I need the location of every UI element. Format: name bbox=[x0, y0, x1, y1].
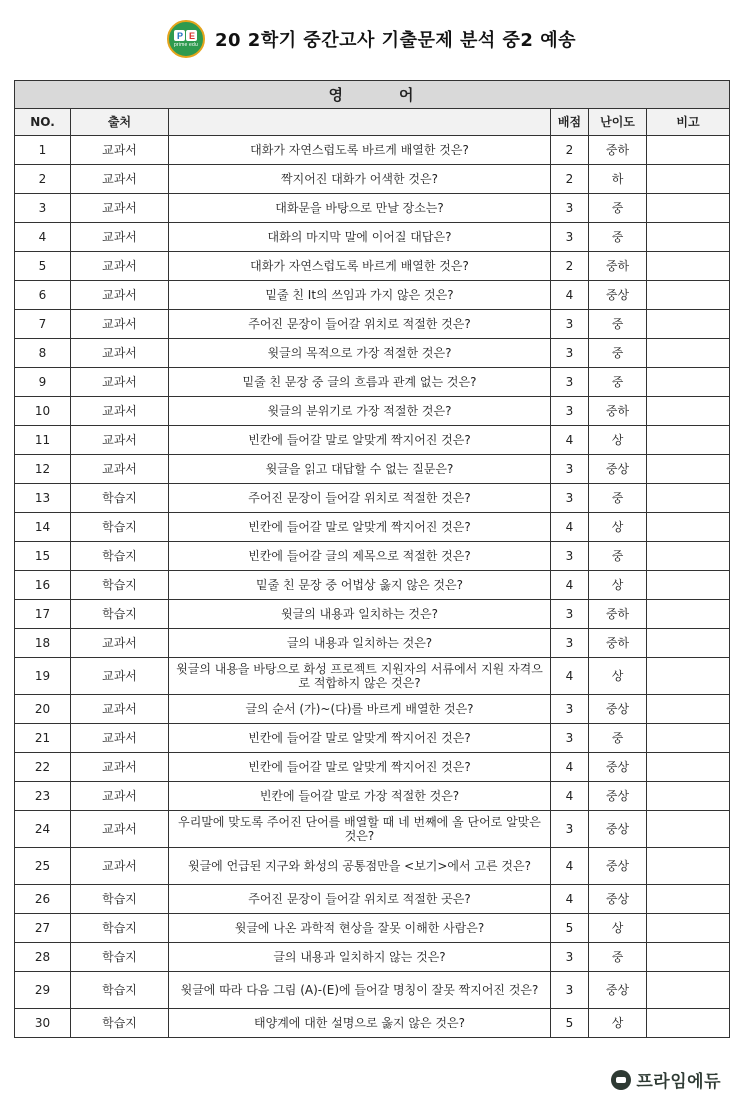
cell-difficulty: 중 bbox=[589, 310, 647, 339]
cell-source: 교과서 bbox=[71, 426, 169, 455]
cell-source: 교과서 bbox=[71, 368, 169, 397]
cell-no: 12 bbox=[15, 455, 71, 484]
cell-difficulty: 중하 bbox=[589, 252, 647, 281]
cell-source: 학습지 bbox=[71, 885, 169, 914]
cell-difficulty: 중 bbox=[589, 484, 647, 513]
cell-points: 4 bbox=[551, 281, 589, 310]
cell-points: 5 bbox=[551, 914, 589, 943]
cell-question: 윗글의 분위기로 가장 적절한 것은? bbox=[169, 397, 551, 426]
cell-source: 교과서 bbox=[71, 252, 169, 281]
cell-question: 대화의 마지막 말에 이어질 대답은? bbox=[169, 223, 551, 252]
cell-no: 19 bbox=[15, 658, 71, 695]
cell-question: 대화가 자연스럽도록 바르게 배열한 것은? bbox=[169, 136, 551, 165]
cell-no: 11 bbox=[15, 426, 71, 455]
cell-difficulty: 중 bbox=[589, 542, 647, 571]
cell-points: 3 bbox=[551, 194, 589, 223]
table-row bbox=[15, 658, 730, 695]
table-row bbox=[15, 724, 730, 753]
cell-difficulty: 중상 bbox=[589, 885, 647, 914]
cell-source: 교과서 bbox=[71, 223, 169, 252]
cell-no: 17 bbox=[15, 600, 71, 629]
column-header-question bbox=[169, 109, 551, 136]
cell-difficulty: 중상 bbox=[589, 695, 647, 724]
table-row bbox=[15, 600, 730, 629]
cell-no: 4 bbox=[15, 223, 71, 252]
cell-difficulty: 상 bbox=[589, 914, 647, 943]
cell-question: 우리말에 맞도록 주어진 단어를 배열할 때 네 번째에 올 단어로 알맞은 것은? bbox=[169, 811, 551, 848]
cell-no: 1 bbox=[15, 136, 71, 165]
exam-analysis-table bbox=[14, 80, 730, 1038]
cell-note bbox=[647, 848, 730, 885]
column-header-note: 비고 bbox=[647, 109, 730, 136]
cell-difficulty: 하 bbox=[589, 165, 647, 194]
cell-difficulty: 중상 bbox=[589, 782, 647, 811]
logo-letters bbox=[174, 30, 197, 41]
cell-no: 16 bbox=[15, 571, 71, 600]
cell-source: 교과서 bbox=[71, 165, 169, 194]
brand-book-icon bbox=[611, 1070, 631, 1090]
cell-source: 교과서 bbox=[71, 658, 169, 695]
cell-source: 교과서 bbox=[71, 724, 169, 753]
cell-question: 윗글의 내용을 바탕으로 화성 프로젝트 지원자의 서류에서 지원 자격으로 적합하지 않은 것은? bbox=[169, 658, 551, 695]
cell-difficulty: 중 bbox=[589, 368, 647, 397]
table-row bbox=[15, 848, 730, 885]
cell-note bbox=[647, 513, 730, 542]
cell-note bbox=[647, 943, 730, 972]
cell-note bbox=[647, 310, 730, 339]
cell-source: 교과서 bbox=[71, 397, 169, 426]
cell-points: 3 bbox=[551, 368, 589, 397]
table-row bbox=[15, 943, 730, 972]
cell-question: 윗글에 나온 과학적 현상을 잘못 이해한 사람은? bbox=[169, 914, 551, 943]
table-row bbox=[15, 1009, 730, 1038]
table-row bbox=[15, 339, 730, 368]
cell-note bbox=[647, 914, 730, 943]
cell-note bbox=[647, 455, 730, 484]
cell-question: 빈칸에 들어갈 말로 알맞게 짝지어진 것은? bbox=[169, 724, 551, 753]
prime-edu-logo-icon bbox=[167, 20, 205, 58]
cell-points: 2 bbox=[551, 252, 589, 281]
cell-question: 주어진 문장이 들어갈 위치로 적절한 곳은? bbox=[169, 885, 551, 914]
logo-letter-p: P bbox=[174, 30, 185, 41]
cell-source: 교과서 bbox=[71, 848, 169, 885]
cell-question: 윗글에 따라 다음 그림 (A)-(E)에 들어갈 명칭이 잘못 짝지어진 것은? bbox=[169, 972, 551, 1009]
cell-points: 4 bbox=[551, 571, 589, 600]
table-row bbox=[15, 484, 730, 513]
cell-source: 학습지 bbox=[71, 914, 169, 943]
cell-no: 6 bbox=[15, 281, 71, 310]
cell-source: 교과서 bbox=[71, 136, 169, 165]
cell-points: 3 bbox=[551, 811, 589, 848]
cell-difficulty: 중상 bbox=[589, 281, 647, 310]
cell-no: 14 bbox=[15, 513, 71, 542]
table-row bbox=[15, 972, 730, 1009]
table-row bbox=[15, 310, 730, 339]
cell-note bbox=[647, 1009, 730, 1038]
cell-no: 15 bbox=[15, 542, 71, 571]
cell-no: 7 bbox=[15, 310, 71, 339]
table-row bbox=[15, 223, 730, 252]
cell-note bbox=[647, 724, 730, 753]
cell-no: 10 bbox=[15, 397, 71, 426]
cell-source: 교과서 bbox=[71, 629, 169, 658]
cell-points: 3 bbox=[551, 310, 589, 339]
cell-question: 빈칸에 들어갈 글의 제목으로 적절한 것은? bbox=[169, 542, 551, 571]
cell-source: 학습지 bbox=[71, 972, 169, 1009]
cell-points: 4 bbox=[551, 782, 589, 811]
cell-difficulty: 상 bbox=[589, 1009, 647, 1038]
cell-source: 학습지 bbox=[71, 600, 169, 629]
cell-source: 학습지 bbox=[71, 484, 169, 513]
cell-points: 3 bbox=[551, 223, 589, 252]
cell-difficulty: 중 bbox=[589, 223, 647, 252]
cell-difficulty: 중상 bbox=[589, 848, 647, 885]
cell-note bbox=[647, 885, 730, 914]
cell-no: 27 bbox=[15, 914, 71, 943]
cell-points: 3 bbox=[551, 600, 589, 629]
cell-difficulty: 중상 bbox=[589, 811, 647, 848]
cell-no: 28 bbox=[15, 943, 71, 972]
cell-note bbox=[647, 397, 730, 426]
cell-note bbox=[647, 339, 730, 368]
cell-note bbox=[647, 223, 730, 252]
cell-points: 4 bbox=[551, 658, 589, 695]
cell-no: 18 bbox=[15, 629, 71, 658]
cell-question: 빈칸에 들어갈 말로 알맞게 짝지어진 것은? bbox=[169, 513, 551, 542]
cell-source: 교과서 bbox=[71, 281, 169, 310]
cell-points: 3 bbox=[551, 943, 589, 972]
cell-no: 5 bbox=[15, 252, 71, 281]
brand-name: 프라임에듀 bbox=[636, 1072, 721, 1092]
cell-points: 3 bbox=[551, 397, 589, 426]
table-row bbox=[15, 629, 730, 658]
table-body bbox=[15, 136, 730, 1038]
cell-note bbox=[647, 136, 730, 165]
cell-points: 4 bbox=[551, 885, 589, 914]
cell-source: 학습지 bbox=[71, 943, 169, 972]
table-row bbox=[15, 811, 730, 848]
cell-question: 글의 순서 (가)~(다)를 바르게 배열한 것은? bbox=[169, 695, 551, 724]
footer-brand bbox=[611, 1067, 721, 1092]
cell-no: 3 bbox=[15, 194, 71, 223]
cell-source: 학습지 bbox=[71, 571, 169, 600]
cell-question: 윗글의 내용과 일치하는 것은? bbox=[169, 600, 551, 629]
logo-text: prime edu bbox=[173, 42, 198, 48]
table-row bbox=[15, 194, 730, 223]
cell-question: 윗글의 목적으로 가장 적절한 것은? bbox=[169, 339, 551, 368]
cell-source: 교과서 bbox=[71, 811, 169, 848]
logo-letter-e: E bbox=[186, 30, 197, 41]
cell-difficulty: 중하 bbox=[589, 629, 647, 658]
cell-no: 21 bbox=[15, 724, 71, 753]
cell-no: 22 bbox=[15, 753, 71, 782]
table-row bbox=[15, 368, 730, 397]
cell-points: 4 bbox=[551, 426, 589, 455]
cell-note bbox=[647, 426, 730, 455]
subject-header-row bbox=[15, 81, 730, 109]
cell-no: 8 bbox=[15, 339, 71, 368]
table-row bbox=[15, 281, 730, 310]
table-row bbox=[15, 455, 730, 484]
cell-points: 4 bbox=[551, 513, 589, 542]
cell-note bbox=[647, 571, 730, 600]
cell-no: 9 bbox=[15, 368, 71, 397]
cell-difficulty: 중상 bbox=[589, 455, 647, 484]
column-header-difficulty: 난이도 bbox=[589, 109, 647, 136]
column-header-no: NO. bbox=[15, 109, 71, 136]
cell-difficulty: 상 bbox=[589, 513, 647, 542]
cell-question: 밑줄 친 문장 중 글의 흐름과 관계 없는 것은? bbox=[169, 368, 551, 397]
cell-difficulty: 중하 bbox=[589, 136, 647, 165]
table-row bbox=[15, 571, 730, 600]
table-row bbox=[15, 885, 730, 914]
cell-question: 대화가 자연스럽도록 바르게 배열한 것은? bbox=[169, 252, 551, 281]
cell-source: 교과서 bbox=[71, 194, 169, 223]
cell-points: 3 bbox=[551, 972, 589, 1009]
cell-question: 글의 내용과 일치하지 않는 것은? bbox=[169, 943, 551, 972]
cell-source: 교과서 bbox=[71, 753, 169, 782]
table-row bbox=[15, 165, 730, 194]
cell-question: 대화문을 바탕으로 만날 장소는? bbox=[169, 194, 551, 223]
cell-points: 3 bbox=[551, 339, 589, 368]
cell-no: 23 bbox=[15, 782, 71, 811]
cell-source: 교과서 bbox=[71, 455, 169, 484]
table-row bbox=[15, 914, 730, 943]
cell-difficulty: 상 bbox=[589, 571, 647, 600]
cell-points: 2 bbox=[551, 136, 589, 165]
cell-difficulty: 중하 bbox=[589, 397, 647, 426]
cell-source: 학습지 bbox=[71, 542, 169, 571]
table-row bbox=[15, 542, 730, 571]
cell-question: 빈칸에 들어갈 말로 알맞게 짝지어진 것은? bbox=[169, 426, 551, 455]
document-header bbox=[0, 14, 743, 64]
subject-title: 영어 bbox=[15, 81, 730, 109]
cell-note bbox=[647, 252, 730, 281]
cell-question: 글의 내용과 일치하는 것은? bbox=[169, 629, 551, 658]
cell-difficulty: 중 bbox=[589, 943, 647, 972]
cell-note bbox=[647, 811, 730, 848]
cell-question: 태양계에 대한 설명으로 옳지 않은 것은? bbox=[169, 1009, 551, 1038]
cell-difficulty: 상 bbox=[589, 658, 647, 695]
cell-note bbox=[647, 600, 730, 629]
cell-source: 교과서 bbox=[71, 310, 169, 339]
cell-no: 20 bbox=[15, 695, 71, 724]
cell-no: 25 bbox=[15, 848, 71, 885]
cell-difficulty: 중상 bbox=[589, 753, 647, 782]
cell-difficulty: 중상 bbox=[589, 972, 647, 1009]
cell-note bbox=[647, 281, 730, 310]
cell-question: 빈칸에 들어갈 말로 알맞게 짝지어진 것은? bbox=[169, 753, 551, 782]
cell-points: 4 bbox=[551, 753, 589, 782]
cell-no: 13 bbox=[15, 484, 71, 513]
cell-question: 밑줄 친 문장 중 어법상 옳지 않은 것은? bbox=[169, 571, 551, 600]
column-header-points: 배점 bbox=[551, 109, 589, 136]
cell-points: 3 bbox=[551, 629, 589, 658]
cell-note bbox=[647, 972, 730, 1009]
cell-note bbox=[647, 629, 730, 658]
cell-question: 주어진 문장이 들어갈 위치로 적절한 것은? bbox=[169, 484, 551, 513]
cell-points: 3 bbox=[551, 484, 589, 513]
cell-difficulty: 상 bbox=[589, 426, 647, 455]
cell-points: 3 bbox=[551, 542, 589, 571]
cell-points: 5 bbox=[551, 1009, 589, 1038]
cell-note bbox=[647, 542, 730, 571]
page-title: 20 2학기 중간고사 기출문제 분석 중2 예송 bbox=[214, 30, 577, 51]
column-header-source: 출처 bbox=[71, 109, 169, 136]
cell-question: 윗글에 언급된 지구와 화성의 공통점만을 <보기>에서 고른 것은? bbox=[169, 848, 551, 885]
cell-note bbox=[647, 165, 730, 194]
cell-points: 3 bbox=[551, 724, 589, 753]
cell-no: 29 bbox=[15, 972, 71, 1009]
cell-difficulty: 중하 bbox=[589, 600, 647, 629]
table-row bbox=[15, 252, 730, 281]
table-row bbox=[15, 136, 730, 165]
cell-question: 짝지어진 대화가 어색한 것은? bbox=[169, 165, 551, 194]
cell-no: 24 bbox=[15, 811, 71, 848]
cell-note bbox=[647, 368, 730, 397]
cell-source: 학습지 bbox=[71, 513, 169, 542]
table-row bbox=[15, 753, 730, 782]
cell-note bbox=[647, 695, 730, 724]
cell-points: 3 bbox=[551, 695, 589, 724]
cell-note bbox=[647, 753, 730, 782]
table-row bbox=[15, 426, 730, 455]
cell-note bbox=[647, 658, 730, 695]
cell-no: 26 bbox=[15, 885, 71, 914]
cell-question: 밑줄 친 It의 쓰임과 가지 않은 것은? bbox=[169, 281, 551, 310]
cell-difficulty: 중 bbox=[589, 194, 647, 223]
cell-points: 2 bbox=[551, 165, 589, 194]
table-row bbox=[15, 782, 730, 811]
table-row bbox=[15, 513, 730, 542]
cell-source: 교과서 bbox=[71, 339, 169, 368]
table-row bbox=[15, 397, 730, 426]
cell-points: 3 bbox=[551, 455, 589, 484]
cell-note bbox=[647, 194, 730, 223]
cell-no: 30 bbox=[15, 1009, 71, 1038]
cell-note bbox=[647, 782, 730, 811]
column-header-row bbox=[15, 109, 730, 136]
cell-difficulty: 중 bbox=[589, 724, 647, 753]
cell-source: 교과서 bbox=[71, 782, 169, 811]
cell-note bbox=[647, 484, 730, 513]
table-row bbox=[15, 695, 730, 724]
cell-question: 윗글을 읽고 대답할 수 없는 질문은? bbox=[169, 455, 551, 484]
cell-source: 학습지 bbox=[71, 1009, 169, 1038]
cell-no: 2 bbox=[15, 165, 71, 194]
cell-question: 주어진 문장이 들어갈 위치로 적절한 것은? bbox=[169, 310, 551, 339]
cell-source: 교과서 bbox=[71, 695, 169, 724]
cell-points: 4 bbox=[551, 848, 589, 885]
cell-question: 빈칸에 들어갈 말로 가장 적절한 것은? bbox=[169, 782, 551, 811]
cell-difficulty: 중 bbox=[589, 339, 647, 368]
